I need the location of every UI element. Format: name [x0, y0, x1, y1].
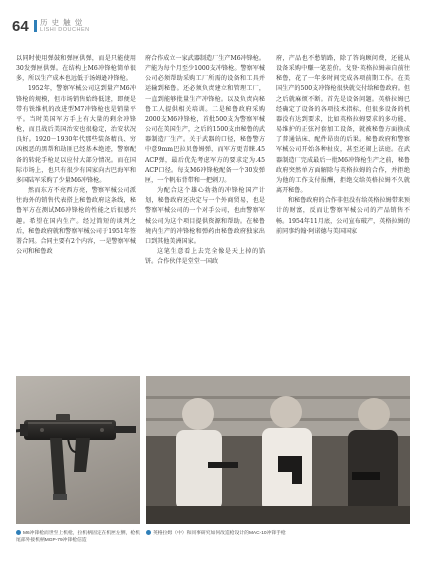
submachine-gun-illustration: [16, 376, 140, 524]
caption-text: 英格拉姆（中）和同事研究如何改造枪设计的MAC-10冲锋手枪: [153, 531, 286, 536]
photo-caption-2: [146, 530, 410, 537]
paragraph: 然而东方不亮西方亮，警察军械公司派往海外的销售代表搭上秘鲁政府这条线，秘鲁军方在测试M6冲锋枪的性能之后很感兴趣。希望在国内生产。经过简短的谈判之后，秘鲁政府就和警察军械公司于1951年签署合同。合同主要有2个内容，一是警察军械公司和秘鲁政: [16, 187, 136, 255]
group-photo-illustration: [146, 376, 410, 524]
paragraph: 府，产品也不愁销路，除了答询顾问费，还能从设备采购中赚一笔差价。戈登·英格拉姆亲自前往秘鲁，花了一年多时间完成各项前期工作。在美国生产的500支冲锋枪很快就交付给秘鲁政府。但之后就麻烦不断。首先是设备问题。英格拉姆已经确定了设备的各项技术指标，但很多设备的机器没有达到要求，比如英格拉姆要求的多功能、易维护的正弦衬套加工设备，就被秘鲁方面换成了普通钻床、配件昂贵的后果。秘鲁政府和警察军械公司开始各种扯皮，甚至还闹上法庭。在武器制造厂完成最后一批M6冲锋枪生产之前，秘鲁政府突然单方面解除与英格拉姆的合作，并拒绝为他的工作支付报酬，拒绝交给英格拉姆不久就离开秘鲁。: [276, 55, 410, 195]
paragraph: 1952年，警察军械公司这到量产M6冲锋枪的规模，但市场销售始终低迷，即便是带有铁维机的改进型M7冲锋枪也是销量平平。当时美国军方手上有大量的剩余冲锋枪，而且战后美国治安也很稳定，治安状况良好。1920－1930年代那些装备精良、穷凶极恶的黑帮和劫匪已经基本绝迹，警察配备的转轮手枪足以应付大部分情况。而在国际市场上，也只有很少有国家向古巴海军和多国陆军采购了少量M6冲锋枪。: [16, 85, 136, 184]
historical-photo-ingram: [146, 376, 410, 524]
page-number: 64: [12, 18, 29, 35]
paragraph: 和秘鲁政府的合作非但没有给英格拉姆带来预计的财富，反而让警察军械公司的产品销售不畅。1954年11月底，公司宣布破产，英格拉姆的前同事约翰·阿诺德与美国国家: [276, 197, 410, 235]
paragraph: 府合作成立一家武器制造厂生产M6冲锋枪。产能为每个月至少1000支冲锋枪。警察军械公司必须帮助采购工厂所需的设备和工具并运输到秘鲁。还必须负责建立和管理工厂，一直到能够批量生产冲锋枪。以及负责向秘鲁工人提供相关培训。二是秘鲁政府采购2000支M6冲锋枪，首批500支为警察军械公司在美国生产，之后的1500支由秘鲁的武器制造厂生产。关于武器的口径，秘鲁警方中意9mm巴拉贝鲁姆弹，而军方更青睐.45 ACP弹，最后优先考虑军方的要求定为.45 ACP口径。每支M6冲锋枪配备一个30发弹匣，一个帆布背带和一把刺刀。: [145, 55, 265, 184]
paragraph: 这笔生意看上去完全像是天上掉的馅饼。合作伙伴是堂堂一国政: [145, 247, 265, 266]
text-column-1: [16, 54, 136, 372]
section-accent-bar: [34, 20, 37, 32]
photo-caption-1: [16, 530, 140, 544]
page-header: [0, 0, 427, 44]
section-subtitle: LISHI DOUCHEN: [40, 27, 90, 33]
paragraph: 以同时使用弹鼓和弹匣供弹，而是只能使用30发弹匣供弹。在结构上M6冲锋枪简单很多，所以生产成本也远低于汤姆逊冲锋枪。: [16, 55, 136, 83]
caption-bullet-icon: [146, 530, 151, 535]
paragraph: 为配合这个雄心勃勃的冲锋枪国产计划，秘鲁政府还决定与一个外商贸易，也是警察军械公司的一个对手公司，也由警察军械公司为这个项目提供资源和帮助。在秘鲁境内生产的冲锋枪和弹药由秘鲁政府独家出口到其他美洲国家。: [145, 187, 265, 245]
caption-text: M6冲锋枪而世至上机枪，拉机柄固定在机匣左侧，枪机尾部外接机柄MGP-79冲锋枪信造: [16, 531, 140, 543]
section-title: 历 史 触 觉: [40, 18, 84, 27]
caption-bullet-icon: [16, 530, 21, 535]
text-column-2: [145, 54, 265, 372]
text-column-3: [276, 54, 410, 372]
submachine-gun-photo: [16, 376, 140, 524]
